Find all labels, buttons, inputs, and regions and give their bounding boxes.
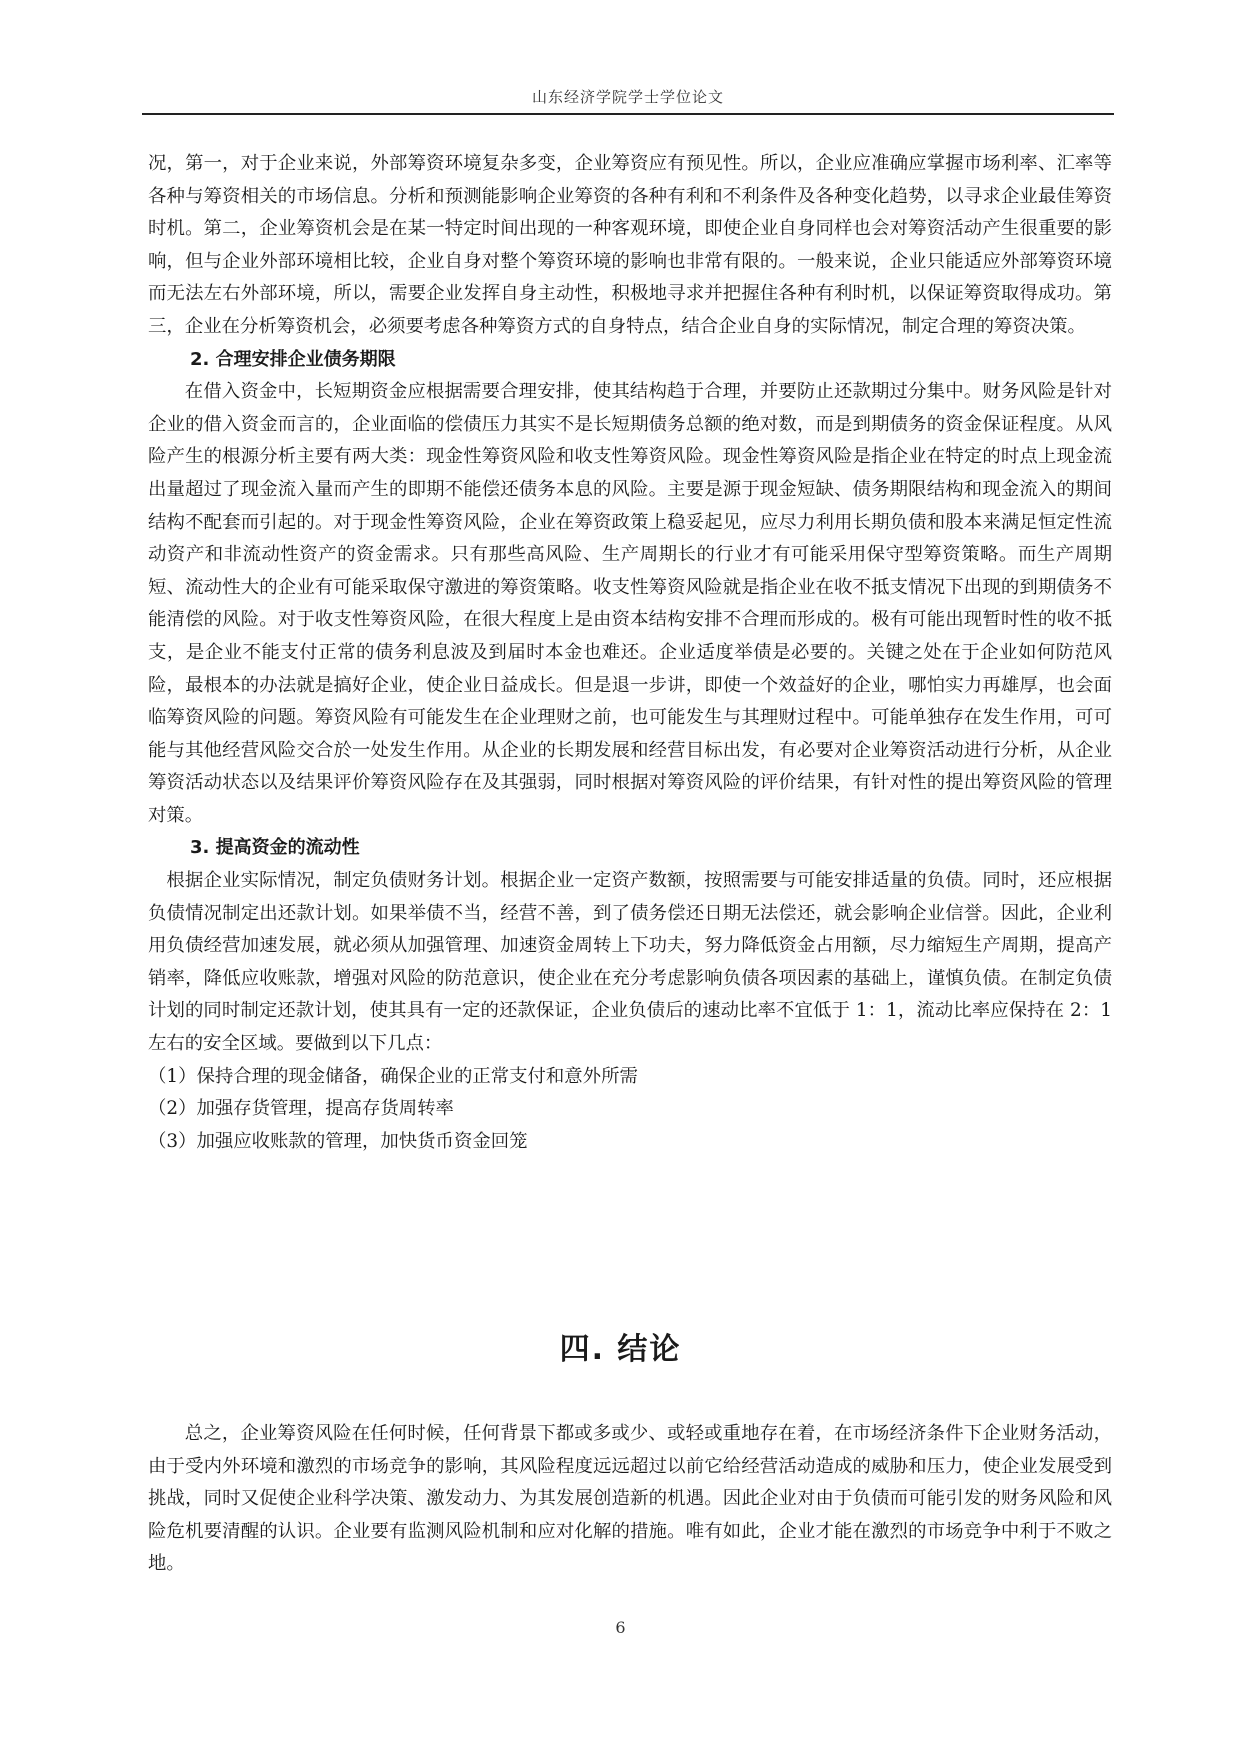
body-content bbox=[148, 148, 1112, 1158]
page-header: 山东经济学院学士学位论文 bbox=[531, 88, 724, 106]
conclusion-paragraph: 总之，企业筹资风险在任何时候，任何背景下都或多或少、或轻或重地存在着，在市场经济条件下企业财务活动，由于受内外环境和激烈的市场竞争的影响，其风险程度远远超过以前它给经营活动造成的威胁和压力，使企业发展受到挑战，同时又促使企业科学决策、激发动力、为其发展创造新的机遇。因此企业对由于负债而可能引发的财务风险和风险危机要清醒的认识。企业要有监测风险机制和应对化解的措施。唯有如此，企业才能在激烈的市场竞争中利于不败之地。 bbox=[148, 1423, 1112, 1575]
list-item: （1）保持合理的现金储备，确保企业的正常支付和意外所需 bbox=[148, 1065, 638, 1087]
conclusion-block bbox=[148, 1418, 1112, 1581]
list-item: （3）加强应收账款的管理，加快货币资金回笼 bbox=[148, 1130, 528, 1152]
section-2-paragraph: 在借入资金中，长短期资金应根据需要合理安排，使其结构趋于合理，并要防止还款期过分集中。财务风险是针对企业的借入资金而言的，企业面临的偿债压力其实不是长短期债务总额的绝对数，而是到期债务的资金保证程度。从风险产生的根源分析主要有两大类：现金性筹资风险和收支性筹资风险。现金性筹资风险是指企业在特定的时点上现金流出量超过了现金流入量而产生的即期不能偿还债务本息的风险。主要是源于现金短缺、债务期限结构和现金流入的期间结构不配套而引起的。对于现金性筹资风险，企业在筹资政策上稳妥起见，应尽力利用长期负债和股本来满足恒定性流动资产和非流动性资产的资金需求。只有那些高风险、生产周期长的行业才有可能采用保守型筹资策略。而生产周期短、流动性大的企业有可能采取保守激进的筹资策略。收支性筹资风险就是指企业在收不抵支情况下出现的到期债务不能清偿的风险。对于收支性筹资风险，在很大程度上是由资本结构安排不合理而形成的。极有可能出现暂时性的收不抵支，是企业不能支付正常的债务利息波及到届时本金也难还。企业适度举债是必要的。关键之处在于企业如何防范风险，最根本的办法就是搞好企业，使企业日益成长。但是退一步讲，即使一个效益好的企业，哪怕实力再雄厚，也会面临筹资风险的问题。筹资风险有可能发生在企业理财之前，也可能发生与其理财过程中。可能单独存在发生作用，可可能与其他经营风险交合於一处发生作用。从企业的长期发展和经营目标出发，有必要对企业筹资活动进行分析，从企业筹资活动状态以及结果评价筹资风险存在及其强弱，同时根据对筹资风险的评价结果，有针对性的提出筹资风险的管理对策。 bbox=[148, 381, 1112, 826]
page-number: 6 bbox=[615, 1618, 626, 1637]
list-item: （2）加强存货管理，提高存货周转率 bbox=[148, 1098, 454, 1120]
section-heading-2: 2. 合理安排企业债务期限 bbox=[190, 348, 396, 370]
header-rule bbox=[142, 113, 1114, 115]
section-3-paragraph: 根据企业实际情况，制定负债财务计划。根据企业一定资产数额，按照需要与可能安排适量的负债。同时，还应根据负债情况制定出还款计划。如果举债不当，经营不善，到了债务偿还日期无法偿还，就会影响企业信誉。因此，企业利用负债经营加速发展，就必须从加强管理、加速资金周转上下功夫，努力降低资金占用额，尽力缩短生产周期，提高产销率，降低应收账款，增强对风险的防范意识，使企业在充分考虑影响负债各项因素的基础上，谨慎负债。在制定负债计划的同时制定还款计划，使其具有一定的还款保证，企业负债后的速动比率不宜低于 1：1，流动比率应保持在 2：1 左右的安全区域。要做到以下几点： bbox=[148, 870, 1112, 1055]
section-heading-3: 3. 提高资金的流动性 bbox=[190, 837, 360, 859]
continued-paragraph: 况，第一，对于企业来说，外部筹资环境复杂多变，企业筹资应有预见性。所以，企业应准确应掌握市场利率、汇率等各种与筹资相关的市场信息。分析和预测能影响企业筹资的各种有利和不利条件及各种变化趋势，以寻求企业最佳筹资时机。第二，企业筹资机会是在某一特定时间出现的一种客观环境，即使企业自身同样也会对筹资活动产生很重要的影响，但与企业外部环境相比较，企业自身对整个筹资环境的影响也非常有限的。一般来说，企业只能适应外部筹资环境而无法左右外部环境，所以，需要企业发挥自身主动性，积极地寻求并把握住各种有利时机，以保证筹资取得成功。第三，企业在分析筹资机会，必须要考虑各种筹资方式的自身特点，结合企业自身的实际情况，制定合理的筹资决策。 bbox=[148, 153, 1112, 337]
conclusion-title: 四. 结论 bbox=[559, 1332, 682, 1367]
